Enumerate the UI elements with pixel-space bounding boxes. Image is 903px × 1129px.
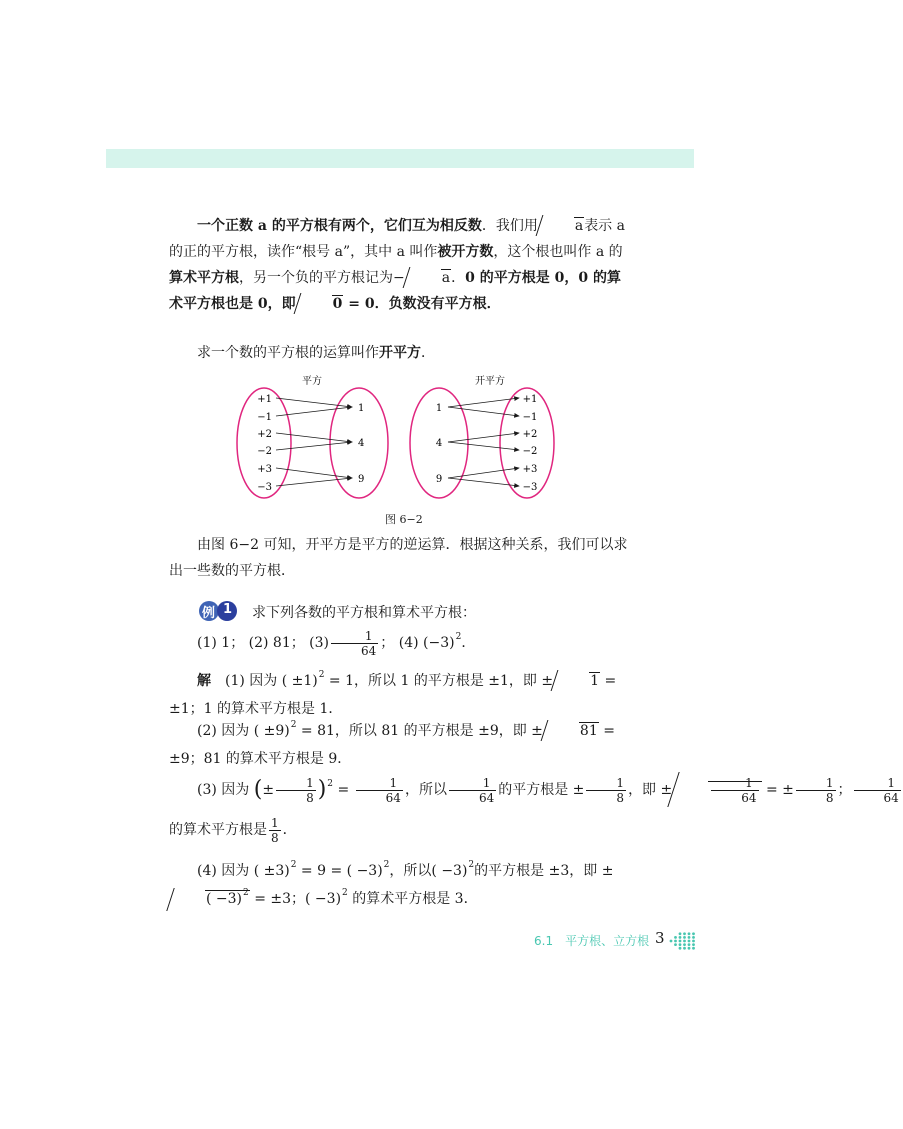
dot xyxy=(679,932,682,935)
left-title: 平方 xyxy=(302,376,322,387)
left-output-label: 4 xyxy=(358,438,365,449)
term-square-root-operation: 开平方 xyxy=(379,345,421,361)
sqrt-a: a xyxy=(539,213,584,239)
left-input-label: −2 xyxy=(257,446,272,457)
page-number: 3 xyxy=(655,929,665,947)
solution-2: (2) 因为 ( ±9)$^2$ = 81，所以 81 的平方根是 ±9，即 ± 81 = ±9；81 的算术平方根是 9． xyxy=(169,720,615,767)
left-input-label: +2 xyxy=(257,429,272,440)
dot xyxy=(692,932,695,935)
left-input-label: +3 xyxy=(257,464,272,475)
right-output-label: −3 xyxy=(522,482,538,493)
dot xyxy=(674,936,677,939)
root-arrow xyxy=(448,407,519,416)
relation-paragraph: 由图 6−2 可知，开平方是平方的逆运算．根据这种关系，我们可以求出一些数的平方根． xyxy=(169,537,628,579)
def-text-2: ．我们用 xyxy=(481,218,538,234)
dot xyxy=(683,947,686,950)
definition-paragraph: 一个正数 a 的平方根有两个，它们互为相反数．我们用 a表示 a 的正的平方根，读作“根号 a”，其中 a 叫作被开方数，这个根也叫作 a 的算术平方根，另一个负的平方根记为− a．0 的平方根是 0，0 的算术平方根也是 0，即 0 = 0．负数没有平方根． xyxy=(169,213,631,317)
root-arrow xyxy=(448,442,519,450)
solution-4: (4) 因为 ( ±3)$^2$ = 9 = ( −3)$^2$，所以( −3)$^2$的平方根是 ±3，即 ±( −3)$^2$ = ±3；( −3)$^2$ 的算术平方根是 3． xyxy=(169,858,631,914)
right-input-label: 4 xyxy=(435,438,443,449)
right-input-label: 1 xyxy=(435,403,443,414)
dot xyxy=(692,947,695,950)
example-prompt: 求下列各数的平方根和算术平方根： xyxy=(252,605,476,621)
def-bold-1: 一个正数 a 的平方根有两个，它们互为相反数 xyxy=(197,218,482,234)
solution-1: 解 (1) 因为 ( ±1)$^2$ = 1，所以 1 的平方根是 ±1，即 ± 1 = ±1；1 的算术平方根是 1． xyxy=(169,670,617,717)
dot xyxy=(683,936,686,939)
def-text-3: 表示 a 的正的平方根，读作“ xyxy=(169,218,625,260)
def-bold-11: 0 的平方根是 0，0 的算术平方根也是 0，即 xyxy=(169,270,621,312)
right-output-label: −1 xyxy=(522,412,538,423)
dot xyxy=(688,943,691,946)
def-text-4: 根号 a xyxy=(302,244,343,260)
square-arrow xyxy=(276,407,352,416)
right-output-label: +2 xyxy=(522,429,538,440)
dot xyxy=(679,947,682,950)
square-arrow xyxy=(276,433,352,442)
left-input-label: −1 xyxy=(257,412,272,423)
dot xyxy=(683,940,686,943)
right-input-label: 9 xyxy=(435,474,443,485)
right-output-label: +3 xyxy=(522,464,538,475)
dot xyxy=(692,940,695,943)
dot xyxy=(688,947,691,950)
dot xyxy=(692,943,695,946)
left-output-label: 1 xyxy=(358,403,365,414)
left-output-label: 9 xyxy=(358,474,365,485)
term-arithmetic-root: 算术平方根 xyxy=(169,270,239,286)
left-input-label: −3 xyxy=(257,482,272,493)
header-band xyxy=(106,149,694,168)
left-input-label: +1 xyxy=(257,394,272,405)
example-items: (1) 1； (2) 81； (3) $\frac{1}{64}$ ； (4) $(-3)^2$． xyxy=(197,628,476,658)
mapping-diagram xyxy=(234,370,538,505)
dot xyxy=(674,940,677,943)
dot xyxy=(683,932,686,935)
example-badge: 例 1 xyxy=(199,601,239,621)
def-bold-12: = 0．负数没有平方根． xyxy=(343,296,501,312)
dot xyxy=(688,932,691,935)
figure-caption: 图 6−2 xyxy=(385,513,423,526)
def-text-7: ，这个根也叫作 a 的 xyxy=(493,244,623,260)
dot xyxy=(692,936,695,939)
dot xyxy=(679,943,682,946)
sqrt-0: 0 xyxy=(297,291,344,317)
def-text-5: ”，其中 a 叫作 xyxy=(342,244,438,260)
operation-sentence: 求一个数的平方根的运算叫作开平方． xyxy=(197,345,435,361)
right-output-label: −2 xyxy=(522,446,538,457)
right-output-label: +1 xyxy=(522,394,538,405)
dot xyxy=(674,943,677,946)
square-arrow xyxy=(276,442,352,450)
solution-label: 解 xyxy=(197,673,211,689)
fraction-1-64: $\frac{1}{64}$ xyxy=(331,629,378,658)
dot xyxy=(688,940,691,943)
dot xyxy=(670,940,673,943)
footer-section-title: 6.1 平方根、立方根 xyxy=(534,934,650,948)
dot xyxy=(688,936,691,939)
solution-3: (3) 因为 (± $\frac{1}{8}$ )$^2$ = $\frac{1}{64}$ ，所以 $\frac{1}{64}$ 的平方根是 ± $\frac{1}{8}$ ，即 ± $\frac{1}{64}$ = ± $\frac{1}{8}$ ； $\frac{1}{64}$ xyxy=(169,770,631,812)
root-arrow xyxy=(448,468,519,478)
dot xyxy=(683,943,686,946)
right-title: 开平方 xyxy=(475,376,505,387)
sqrt-a-neg: a xyxy=(406,265,451,291)
def-text-9: ，另一个负的平方根记为− xyxy=(239,270,405,286)
decorative-dots-icon xyxy=(668,932,696,950)
dot xyxy=(679,940,682,943)
dot xyxy=(679,936,682,939)
root-arrow xyxy=(448,433,519,442)
solution-3-cont: 的算术平方根是 $\frac{1}{8}$ ． xyxy=(169,815,297,845)
term-radicand: 被开方数 xyxy=(437,244,494,260)
